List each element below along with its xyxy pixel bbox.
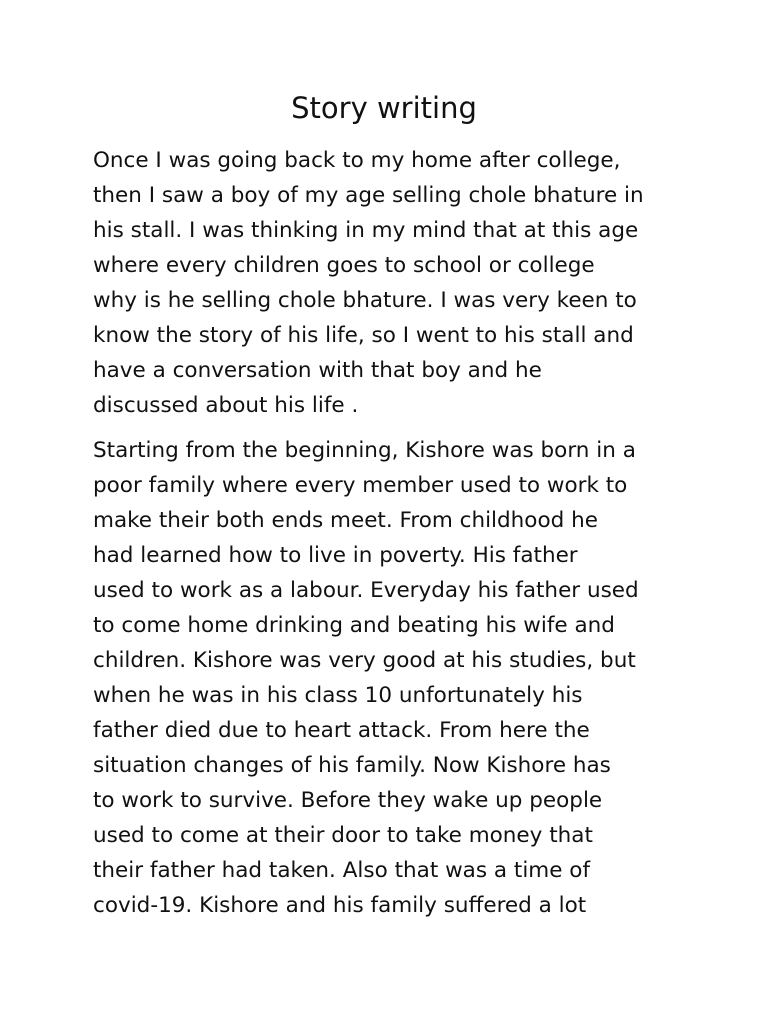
text-line: father died due to heart attack. From here the [93, 718, 590, 743]
story-body [93, 143, 703, 923]
text-line: when he was in his class 10 unfortunately his [93, 683, 583, 708]
page-title: Story writing [291, 91, 477, 125]
text-line: have a conversation with that boy and he [93, 358, 542, 383]
paragraph-1 [93, 143, 703, 423]
text-line: then I saw a boy of my age selling chole bhature in [93, 183, 644, 208]
text-line: had learned how to live in poverty. His father [93, 543, 578, 568]
text-line: children. Kishore was very good at his studies, but [93, 648, 636, 673]
text-line: poor family where every member used to work to [93, 473, 628, 498]
text-line: used to work as a labour. Everyday his father used [93, 578, 639, 603]
text-line: used to come at their door to take money that [93, 823, 593, 848]
text-line: his stall. I was thinking in my mind that at this age [93, 218, 639, 243]
text-line: covid-19. Kishore and his family suffered a lot [93, 893, 587, 918]
text-line: where every children goes to school or college [93, 253, 595, 278]
text-line: discussed about his life . [93, 393, 359, 418]
paragraph-2 [93, 433, 703, 923]
text-line: why is he selling chole bhature. I was very keen to [93, 288, 637, 313]
text-line: Once I was going back to my home after college, [93, 148, 621, 173]
text-line: to come home drinking and beating his wife and [93, 613, 615, 638]
text-line: situation changes of his family. Now Kishore has [93, 753, 611, 778]
text-line: their father had taken. Also that was a time of [93, 858, 591, 883]
text-line: to work to survive. Before they wake up people [93, 788, 603, 813]
text-line: Starting from the beginning, Kishore was born in a [93, 438, 636, 463]
text-line: make their both ends meet. From childhood he [93, 508, 598, 533]
text-line: know the story of his life, so I went to his stall and [93, 323, 634, 348]
